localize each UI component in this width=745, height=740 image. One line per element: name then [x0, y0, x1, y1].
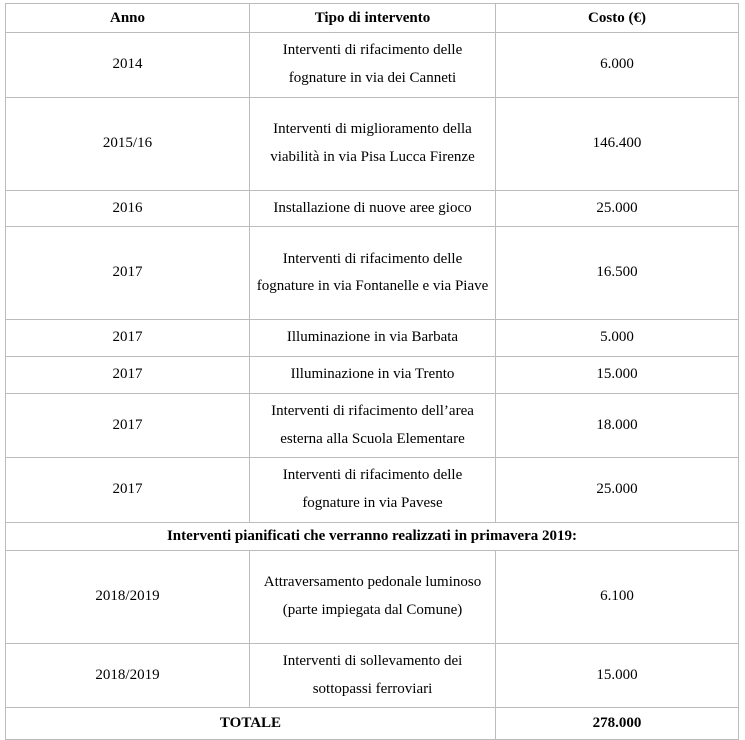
- table-row: [6, 190, 739, 227]
- interventions-cost-table: [5, 3, 739, 740]
- table-row: [6, 97, 739, 190]
- cell-costo: 146.400: [496, 97, 739, 190]
- cell-costo: 18.000: [496, 393, 739, 458]
- table-row: [6, 393, 739, 458]
- cell-tipo-intervento: Attraversamento pedonale luminoso (parte impiegata dal Comune): [250, 550, 496, 643]
- cell-anno: 2017: [6, 320, 250, 357]
- total-label: TOTALE: [6, 708, 496, 740]
- cell-anno: 2016: [6, 190, 250, 227]
- column-header-anno: Anno: [6, 4, 250, 33]
- cell-costo: 25.000: [496, 458, 739, 523]
- table-header: [6, 4, 739, 33]
- cell-anno: 2017: [6, 458, 250, 523]
- cell-anno: 2015/16: [6, 97, 250, 190]
- section-header-label: Interventi pianificati che verranno realizzati in primavera 2019:: [6, 522, 739, 550]
- cell-anno: 2014: [6, 33, 250, 98]
- cell-anno: 2017: [6, 227, 250, 320]
- cell-anno: 2017: [6, 357, 250, 394]
- cell-costo: 5.000: [496, 320, 739, 357]
- table-row: [6, 227, 739, 320]
- table-row: [6, 33, 739, 98]
- cell-anno: 2018/2019: [6, 643, 250, 708]
- column-header-tipo: Tipo di intervento: [250, 4, 496, 33]
- table-row: [6, 320, 739, 357]
- table-header-row: [6, 4, 739, 33]
- cell-costo: 16.500: [496, 227, 739, 320]
- cell-tipo-intervento: Illuminazione in via Trento: [250, 357, 496, 394]
- cell-costo: 6.000: [496, 33, 739, 98]
- table-total-row: [6, 708, 739, 740]
- cell-tipo-intervento: Installazione di nuove aree gioco: [250, 190, 496, 227]
- table-row: [6, 357, 739, 394]
- cell-tipo-intervento: Interventi di rifacimento delle fognature in via dei Canneti: [250, 33, 496, 98]
- cell-tipo-intervento: Interventi di rifacimento delle fognature in via Fontanelle e via Piave: [250, 227, 496, 320]
- cell-tipo-intervento: Interventi di rifacimento delle fognature in via Pavese: [250, 458, 496, 523]
- cell-costo: 15.000: [496, 643, 739, 708]
- cell-tipo-intervento: Interventi di miglioramento della viabilità in via Pisa Lucca Firenze: [250, 97, 496, 190]
- cell-anno: 2017: [6, 393, 250, 458]
- table-section-header-row: [6, 522, 739, 550]
- cell-anno: 2018/2019: [6, 550, 250, 643]
- total-cost-value: 278.000: [496, 708, 739, 740]
- cell-costo: 15.000: [496, 357, 739, 394]
- table-row: [6, 643, 739, 708]
- cell-costo: 25.000: [496, 190, 739, 227]
- table-row: [6, 458, 739, 523]
- column-header-costo: Costo (€): [496, 4, 739, 33]
- cell-costo: 6.100: [496, 550, 739, 643]
- cell-tipo-intervento: Interventi di sollevamento dei sottopassi ferroviari: [250, 643, 496, 708]
- table-body: [6, 33, 739, 740]
- cell-tipo-intervento: Interventi di rifacimento dell’area esterna alla Scuola Elementare: [250, 393, 496, 458]
- cell-tipo-intervento: Illuminazione in via Barbata: [250, 320, 496, 357]
- table-row: [6, 550, 739, 643]
